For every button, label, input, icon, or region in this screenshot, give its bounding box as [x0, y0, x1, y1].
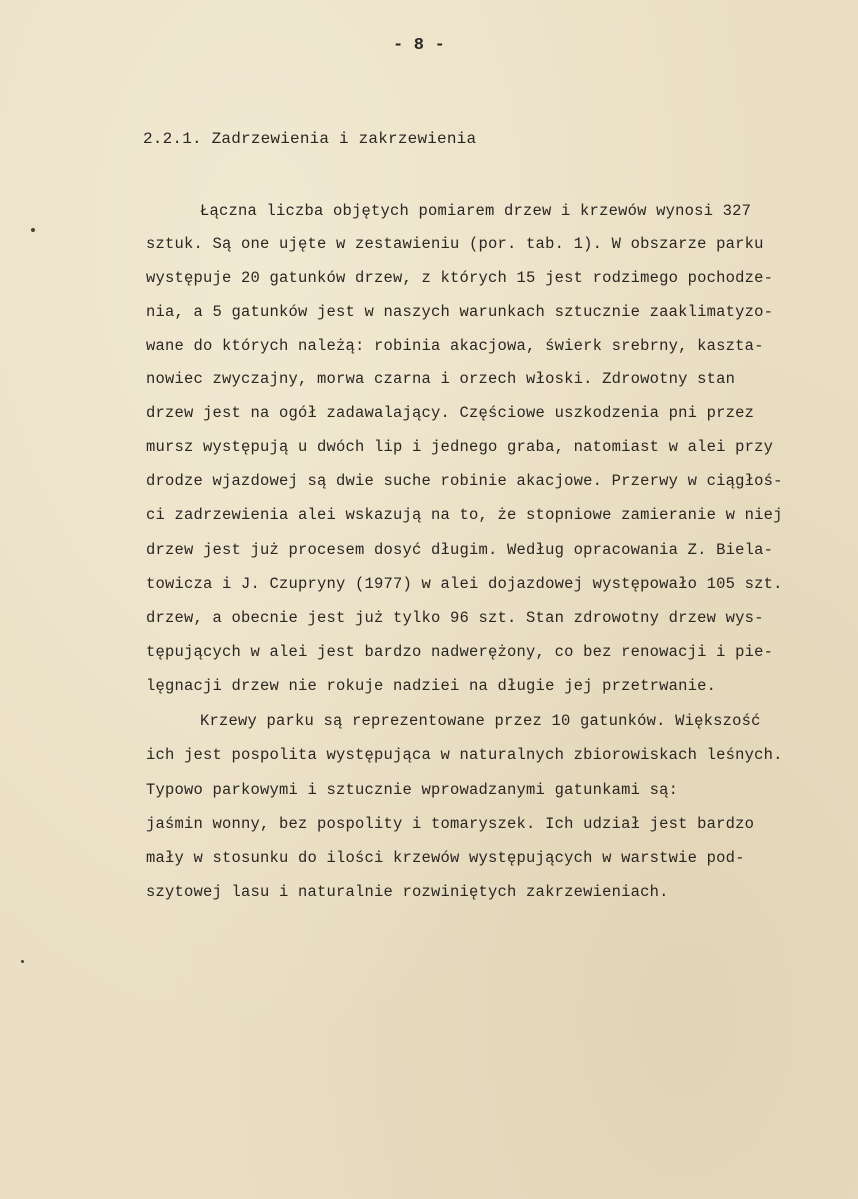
text-line: drzew jest na ogół zadawalający. Częściowe uszkodzenia pni przez	[146, 404, 755, 422]
text-line: Typowo parkowymi i sztucznie wprowadzanymi gatunkami są:	[146, 781, 679, 799]
text-line: Łączna liczba objętych pomiarem drzew i krzewów wynosi 327	[200, 202, 752, 220]
text-line: towicza i J. Czupryny (1977) w alei dojazdowej występowało 105 szt.	[146, 575, 783, 593]
text-line: mursz występują u dwóch lip i jednego graba, natomiast w alei przy	[146, 438, 774, 456]
text-line: sztuk. Są one ujęte w zestawieniu (por. tab. 1). W obszarze parku	[146, 235, 764, 253]
text-line: drzew jest już procesem dosyć długim. Według opracowania Z. Biela-	[146, 541, 774, 559]
text-line: występuje 20 gatunków drzew, z których 15 jest rodzimego pochodze-	[146, 269, 774, 287]
text-line: lęgnacji drzew nie rokuje nadziei na długie jej przetrwanie.	[146, 677, 717, 695]
text-line: drodze wjazdowej są dwie suche robinie akacjowe. Przerwy w ciągłoś-	[146, 472, 783, 490]
margin-speck	[31, 228, 35, 232]
text-line: jaśmin wonny, bez pospolity i tomaryszek. Ich udział jest bardzo	[146, 815, 755, 833]
text-line: mały w stosunku do ilości krzewów występujących w warstwie pod-	[146, 849, 745, 867]
text-line: tępujących w alei jest bardzo nadwerężony, co bez renowacji i pie-	[146, 643, 774, 661]
text-line: nowiec zwyczajny, morwa czarna i orzech włoski. Zdrowotny stan	[146, 370, 736, 388]
text-line: nia, a 5 gatunków jest w naszych warunkach sztucznie zaaklimatyzo-	[146, 303, 774, 321]
text-line: Krzewy parku są reprezentowane przez 10 gatunków. Większość	[200, 712, 761, 730]
margin-speck	[21, 960, 24, 963]
text-line: ich jest pospolita występująca w naturalnych zbiorowiskach leśnych.	[146, 746, 783, 764]
text-line: ci zadrzewienia alei wskazują na to, że stopniowe zamieranie w niej	[146, 506, 783, 524]
text-line: wane do których należą: robinia akacjowa, świerk srebrny, kaszta-	[146, 337, 764, 355]
text-line: drzew, a obecnie jest już tylko 96 szt. Stan zdrowotny drzew wys-	[146, 609, 764, 627]
page-number: - 8 -	[392, 36, 445, 55]
text-line: szytowej lasu i naturalnie rozwiniętych zakrzewieniach.	[146, 883, 669, 901]
section-heading: 2.2.1. Zadrzewienia i zakrzewienia	[143, 130, 477, 148]
